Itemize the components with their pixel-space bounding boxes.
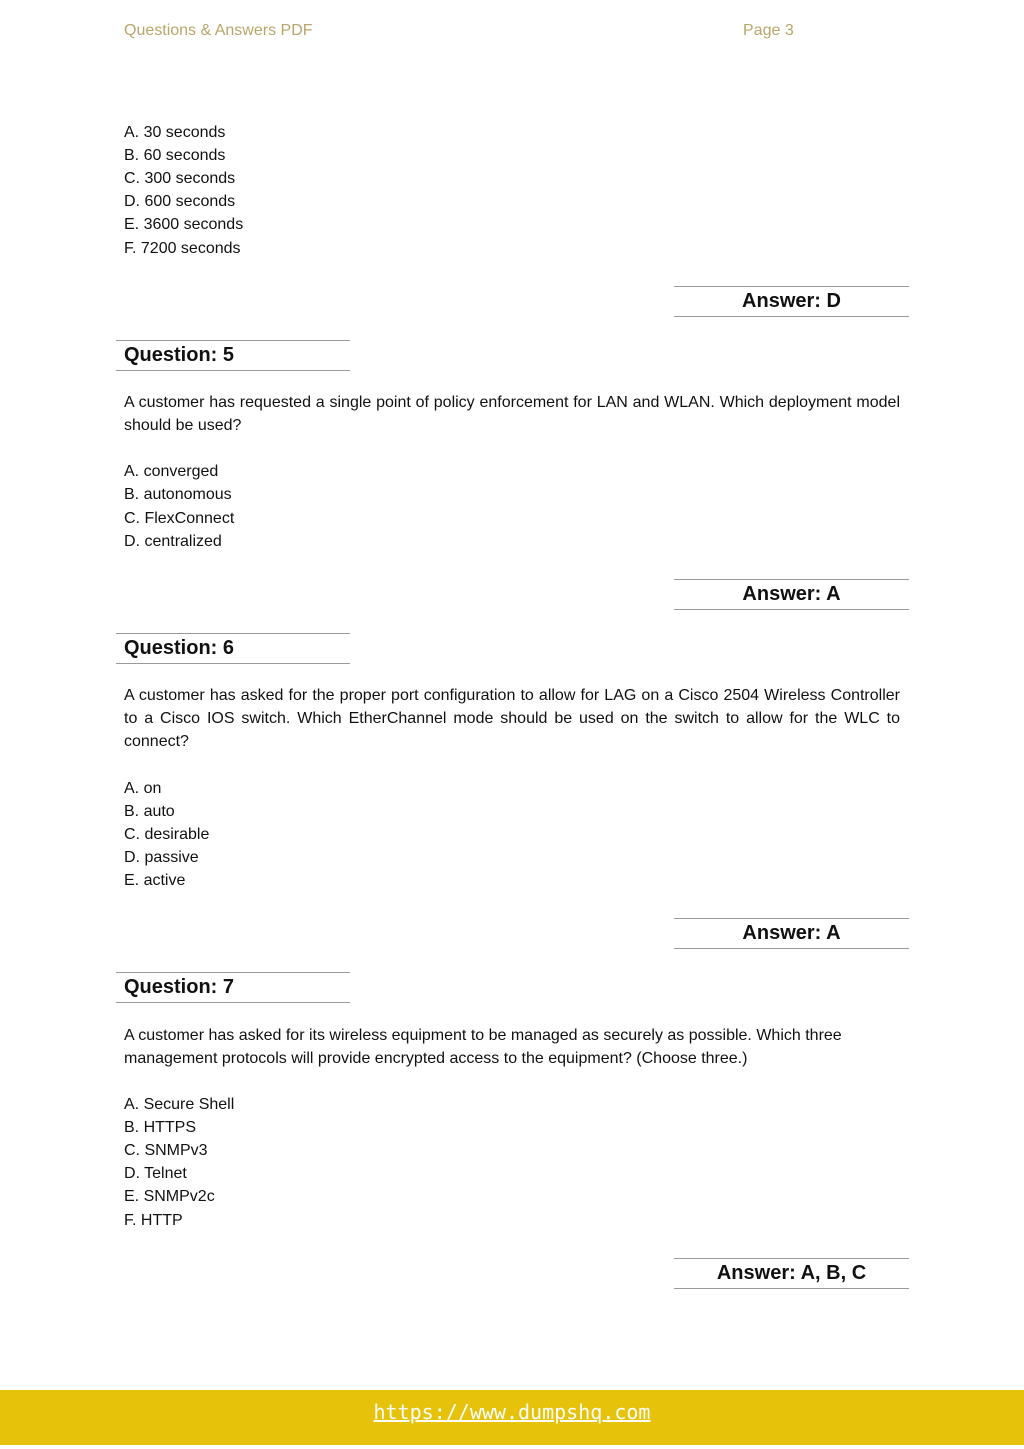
q7-option-b: B. HTTPS (124, 1119, 197, 1136)
q7-option-f: F. HTTP (124, 1212, 183, 1229)
q4-option-b: B. 60 seconds (124, 147, 226, 164)
q4-option-a: A. 30 seconds (124, 124, 226, 141)
q5-answer: Answer: A (742, 583, 841, 605)
q5-heading (116, 340, 350, 371)
q7-label: Question: 7 (124, 976, 235, 998)
q6-label: Question: 6 (124, 637, 235, 659)
q6-option-b: B. auto (124, 803, 175, 820)
q7-option-d: D. Telnet (124, 1165, 187, 1182)
footer-bar (0, 1390, 1024, 1445)
q5-option-d: D. centralized (124, 533, 222, 550)
q6-option-e: E. active (124, 872, 186, 889)
q7-answer-box (674, 1258, 909, 1289)
q7-answer: Answer: A, B, C (716, 1262, 867, 1284)
q5-option-b: B. autonomous (124, 486, 232, 503)
q7-option-e: E. SNMPv2c (124, 1188, 215, 1205)
q5-label: Question: 5 (124, 344, 235, 366)
q5-option-a: A. converged (124, 463, 219, 480)
q4-option-d: D. 600 seconds (124, 193, 236, 210)
q6-heading (116, 633, 350, 664)
q6-option-d: D. passive (124, 849, 199, 866)
q6-option-c: C. desirable (124, 826, 210, 843)
q5-option-c: C. FlexConnect (124, 510, 235, 527)
q7-option-c: C. SNMPv3 (124, 1142, 208, 1159)
q4-option-c: C. 300 seconds (124, 170, 236, 187)
q4-answer-box (674, 286, 909, 317)
header-title: Questions & Answers PDF (124, 22, 313, 39)
q6-answer-box (674, 918, 909, 949)
q6-option-a: A. on (124, 780, 162, 797)
footer-link[interactable]: https://www.dumpshq.com (373, 1400, 651, 1424)
q7-heading (116, 972, 350, 1003)
q5-text: A customer has requested a single point of policy enforcement for LAN and WLAN. Which deployment model should be used? (124, 394, 900, 434)
header-page-number: Page 3 (743, 22, 794, 39)
q4-option-e: E. 3600 seconds (124, 216, 244, 233)
q6-text: A customer has asked for the proper port configuration to allow for LAG on a Cisco 2504 Wireless Controller to a Cisco IOS switch. Which EtherChannel mode should be used on the switch to allow for the WLC to connect? (124, 687, 900, 750)
q5-answer-box (674, 579, 909, 610)
q6-answer: Answer: A (742, 922, 841, 944)
q4-answer: Answer: D (742, 290, 841, 312)
q4-option-f: F. 7200 seconds (124, 240, 241, 257)
q7-option-a: A. Secure Shell (124, 1096, 235, 1113)
q7-text: A customer has asked for its wireless equipment to be managed as securely as possible. Which three management protocols will provide encrypted access to the equipment? (Choose three.) (124, 1027, 842, 1067)
